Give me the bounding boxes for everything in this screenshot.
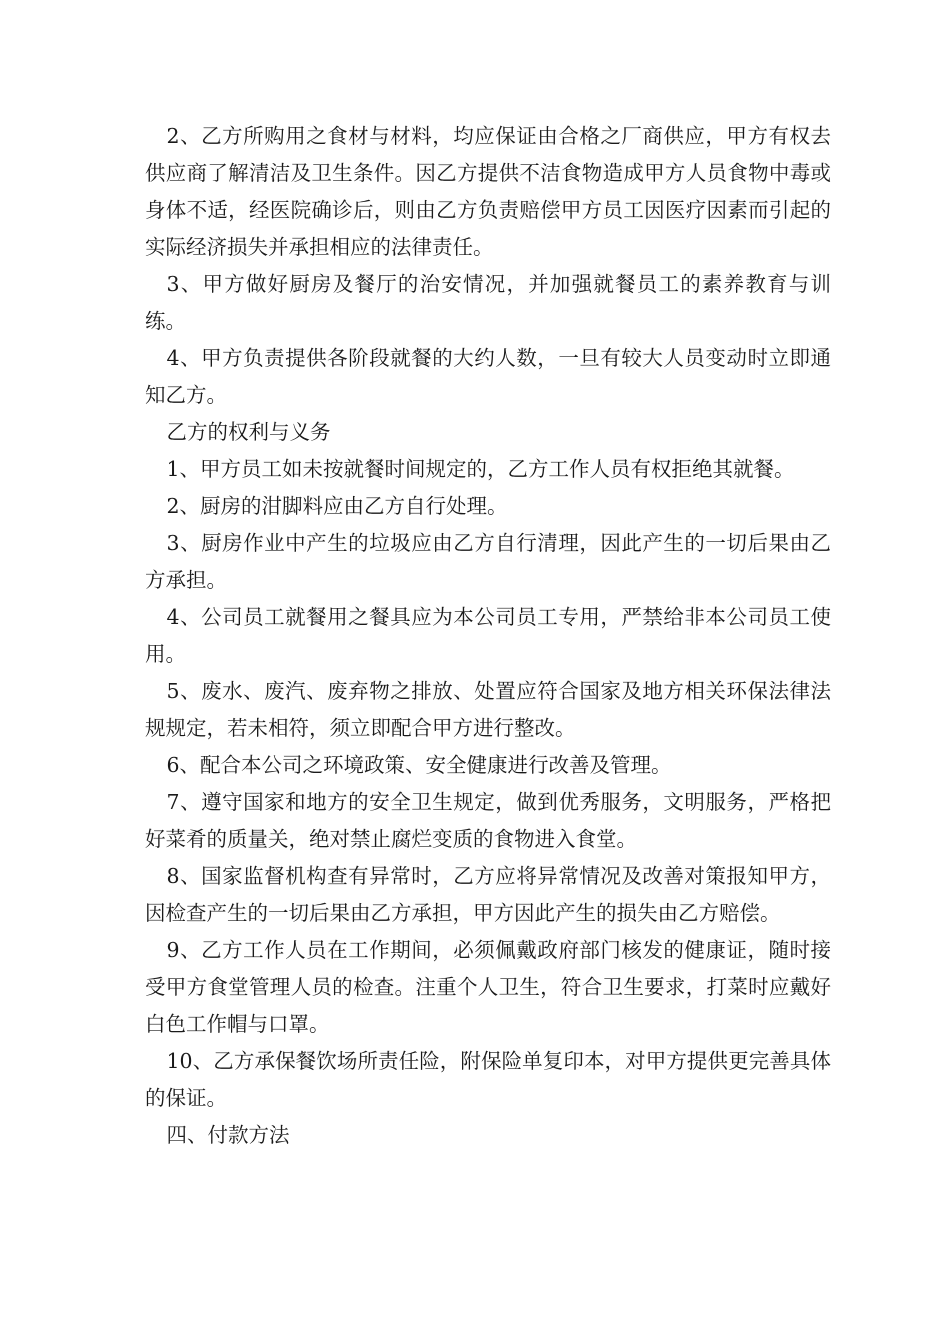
clause-paragraph: 2、厨房的泔脚料应由乙方自行处理。: [166, 494, 508, 518]
clause-paragraph: 3、厨房作业中产生的垃圾应由乙方自行清理，因此产生的一切后果由乙方承担。: [145, 531, 831, 592]
document-body: [145, 118, 831, 1154]
clause-paragraph: 9、乙方工作人员在工作期间，必须佩戴政府部门核发的健康证，随时接受甲方食堂管理人员的检查。注重个人卫生，符合卫生要求，打菜时应戴好白色工作帽与口罩。: [145, 938, 831, 1036]
clause-paragraph: 7、遵守国家和地方的安全卫生规定，做到优秀服务，文明服务，严格把好菜肴的质量关，绝对禁止腐烂变质的食物进入食堂。: [145, 790, 831, 851]
clause-paragraph: 6、配合本公司之环境政策、安全健康进行改善及管理。: [166, 753, 672, 777]
clause-paragraph: 4、公司员工就餐用之餐具应为本公司员工专用，严禁给非本公司员工使用。: [145, 605, 831, 666]
clause-paragraph: 8、国家监督机构查有异常时，乙方应将异常情况及改善对策报知甲方，因检查产生的一切后果由乙方承担，甲方因此产生的损失由乙方赔偿。: [145, 864, 831, 925]
clause-paragraph: 5、废水、废汽、废弃物之排放、处置应符合国家及地方相关环保法律法规规定，若未相符，须立即配合甲方进行整改。: [145, 679, 831, 740]
clause-paragraph: 1、甲方员工如未按就餐时间规定的，乙方工作人员有权拒绝其就餐。: [166, 457, 795, 481]
clause-paragraph: 10、乙方承保餐饮场所责任险，附保险单复印本，对甲方提供更完善具体的保证。: [145, 1049, 831, 1110]
section-heading: 四、付款方法: [166, 1123, 290, 1147]
clause-paragraph: 2、乙方所购用之食材与材料，均应保证由合格之厂商供应，甲方有权去供应商了解清洁及卫生条件。因乙方提供不洁食物造成甲方人员食物中毒或身体不适，经医院确诊后，则由乙方负责赔偿甲方员工因医疗因素而引起的实际经济损失并承担相应的法律责任。: [145, 124, 831, 259]
clause-paragraph: 4、甲方负责提供各阶段就餐的大约人数，一旦有较大人员变动时立即通知乙方。: [145, 346, 831, 407]
section-heading: 乙方的权利与义务: [166, 420, 331, 444]
clause-paragraph: 3、甲方做好厨房及餐厅的治安情况，并加强就餐员工的素养教育与训练。: [145, 272, 831, 333]
